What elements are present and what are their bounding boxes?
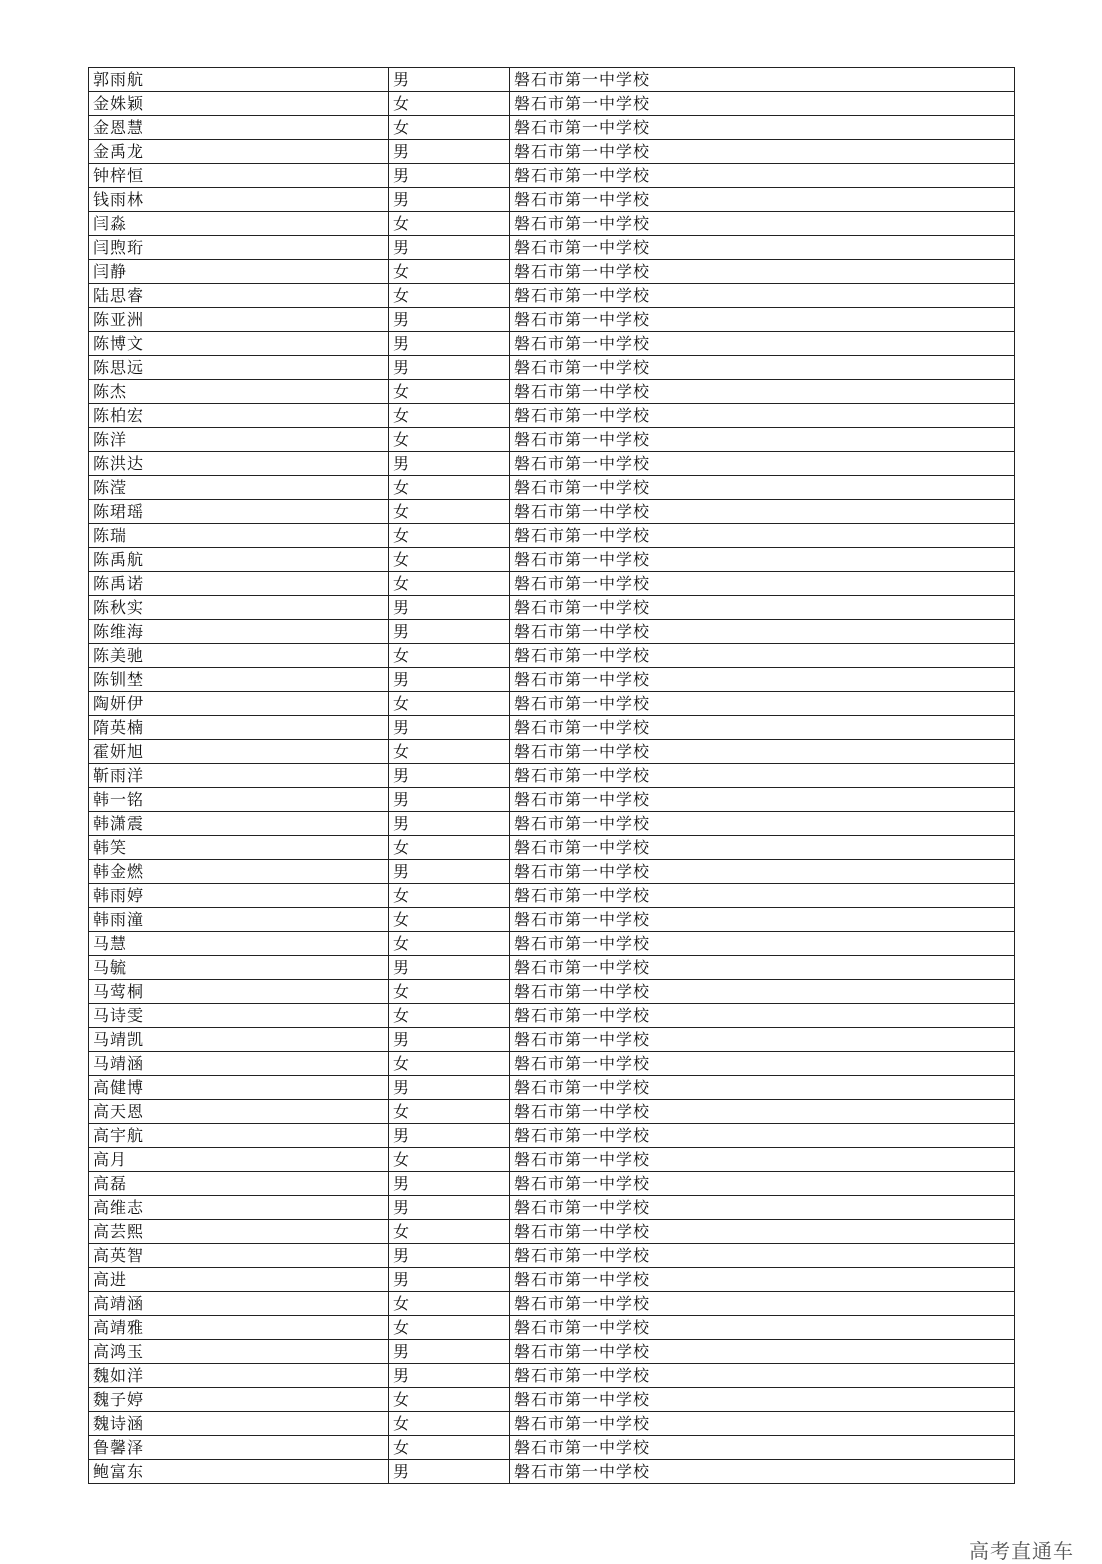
table-row xyxy=(89,116,1015,140)
school-cell: 磐石市第一中学校 xyxy=(510,1460,1015,1484)
gender-cell: 男 xyxy=(389,1028,510,1052)
school-cell: 磐石市第一中学校 xyxy=(510,500,1015,524)
student-name-cell: 陆思睿 xyxy=(89,284,389,308)
table-row xyxy=(89,500,1015,524)
watermark-text: 高考直通车 xyxy=(969,1539,1074,1563)
table-row xyxy=(89,836,1015,860)
student-name-cell: 韩金燃 xyxy=(89,860,389,884)
gender-cell: 女 xyxy=(389,1292,510,1316)
student-name-cell: 高英智 xyxy=(89,1244,389,1268)
table-row xyxy=(89,716,1015,740)
student-name-cell: 陈滢 xyxy=(89,476,389,500)
student-name-cell: 金恩慧 xyxy=(89,116,389,140)
gender-cell: 女 xyxy=(389,212,510,236)
table-row xyxy=(89,1268,1015,1292)
table-row xyxy=(89,788,1015,812)
student-name-cell: 马靖凯 xyxy=(89,1028,389,1052)
school-cell: 磐石市第一中学校 xyxy=(510,1076,1015,1100)
school-cell: 磐石市第一中学校 xyxy=(510,980,1015,1004)
table-row xyxy=(89,1172,1015,1196)
table-row xyxy=(89,284,1015,308)
gender-cell: 男 xyxy=(389,1124,510,1148)
student-name-cell: 鲁馨泽 xyxy=(89,1436,389,1460)
table-row xyxy=(89,188,1015,212)
school-cell: 磐石市第一中学校 xyxy=(510,836,1015,860)
gender-cell: 男 xyxy=(389,956,510,980)
gender-cell: 女 xyxy=(389,908,510,932)
table-row xyxy=(89,548,1015,572)
school-cell: 磐石市第一中学校 xyxy=(510,212,1015,236)
gender-cell: 男 xyxy=(389,716,510,740)
gender-cell: 男 xyxy=(389,1172,510,1196)
gender-cell: 男 xyxy=(389,308,510,332)
table-row xyxy=(89,812,1015,836)
student-name-cell: 魏子婷 xyxy=(89,1388,389,1412)
roster-table xyxy=(88,67,1015,1484)
student-name-cell: 高磊 xyxy=(89,1172,389,1196)
table-row xyxy=(89,380,1015,404)
student-name-cell: 高维志 xyxy=(89,1196,389,1220)
student-name-cell: 钟梓恒 xyxy=(89,164,389,188)
table-row xyxy=(89,452,1015,476)
student-name-cell: 韩一铭 xyxy=(89,788,389,812)
table-row xyxy=(89,308,1015,332)
student-name-cell: 霍妍旭 xyxy=(89,740,389,764)
table-row xyxy=(89,1340,1015,1364)
gender-cell: 女 xyxy=(389,476,510,500)
student-name-cell: 马毓 xyxy=(89,956,389,980)
school-cell: 磐石市第一中学校 xyxy=(510,476,1015,500)
table-row xyxy=(89,1388,1015,1412)
student-name-cell: 魏诗涵 xyxy=(89,1412,389,1436)
gender-cell: 女 xyxy=(389,572,510,596)
gender-cell: 女 xyxy=(389,1004,510,1028)
table-row xyxy=(89,404,1015,428)
gender-cell: 男 xyxy=(389,452,510,476)
table-row xyxy=(89,1244,1015,1268)
school-cell: 磐石市第一中学校 xyxy=(510,620,1015,644)
school-cell: 磐石市第一中学校 xyxy=(510,1148,1015,1172)
school-cell: 磐石市第一中学校 xyxy=(510,380,1015,404)
gender-cell: 女 xyxy=(389,380,510,404)
table-row xyxy=(89,1292,1015,1316)
student-name-cell: 金姝颖 xyxy=(89,92,389,116)
gender-cell: 女 xyxy=(389,404,510,428)
table-row xyxy=(89,1196,1015,1220)
gender-cell: 男 xyxy=(389,1460,510,1484)
table-row xyxy=(89,1076,1015,1100)
school-cell: 磐石市第一中学校 xyxy=(510,764,1015,788)
school-cell: 磐石市第一中学校 xyxy=(510,1316,1015,1340)
student-name-cell: 韩笑 xyxy=(89,836,389,860)
gender-cell: 女 xyxy=(389,1220,510,1244)
student-name-cell: 陈洋 xyxy=(89,428,389,452)
school-cell: 磐石市第一中学校 xyxy=(510,452,1015,476)
school-cell: 磐石市第一中学校 xyxy=(510,260,1015,284)
gender-cell: 男 xyxy=(389,812,510,836)
student-name-cell: 陈亚洲 xyxy=(89,308,389,332)
school-cell: 磐石市第一中学校 xyxy=(510,116,1015,140)
school-cell: 磐石市第一中学校 xyxy=(510,1052,1015,1076)
school-cell: 磐石市第一中学校 xyxy=(510,740,1015,764)
gender-cell: 女 xyxy=(389,260,510,284)
table-row xyxy=(89,1220,1015,1244)
school-cell: 磐石市第一中学校 xyxy=(510,884,1015,908)
gender-cell: 男 xyxy=(389,1196,510,1220)
student-name-cell: 魏如洋 xyxy=(89,1364,389,1388)
student-name-cell: 韩雨婷 xyxy=(89,884,389,908)
school-cell: 磐石市第一中学校 xyxy=(510,68,1015,92)
table-row xyxy=(89,956,1015,980)
school-cell: 磐石市第一中学校 xyxy=(510,140,1015,164)
table-row xyxy=(89,140,1015,164)
student-name-cell: 陈美驰 xyxy=(89,644,389,668)
table-row xyxy=(89,1100,1015,1124)
gender-cell: 女 xyxy=(389,980,510,1004)
school-cell: 磐石市第一中学校 xyxy=(510,812,1015,836)
table-row xyxy=(89,476,1015,500)
table-row xyxy=(89,884,1015,908)
student-name-cell: 金禹龙 xyxy=(89,140,389,164)
table-row xyxy=(89,164,1015,188)
gender-cell: 女 xyxy=(389,428,510,452)
table-row xyxy=(89,932,1015,956)
table-row xyxy=(89,596,1015,620)
student-name-cell: 陈禹诺 xyxy=(89,572,389,596)
school-cell: 磐石市第一中学校 xyxy=(510,1220,1015,1244)
school-cell: 磐石市第一中学校 xyxy=(510,668,1015,692)
table-row xyxy=(89,1004,1015,1028)
gender-cell: 男 xyxy=(389,1364,510,1388)
table-row xyxy=(89,1124,1015,1148)
school-cell: 磐石市第一中学校 xyxy=(510,1436,1015,1460)
roster-body xyxy=(89,68,1015,1484)
table-row xyxy=(89,572,1015,596)
school-cell: 磐石市第一中学校 xyxy=(510,1244,1015,1268)
school-cell: 磐石市第一中学校 xyxy=(510,1268,1015,1292)
table-row xyxy=(89,356,1015,380)
student-name-cell: 郭雨航 xyxy=(89,68,389,92)
school-cell: 磐石市第一中学校 xyxy=(510,308,1015,332)
school-cell: 磐石市第一中学校 xyxy=(510,1004,1015,1028)
gender-cell: 女 xyxy=(389,1388,510,1412)
student-name-cell: 陈秋实 xyxy=(89,596,389,620)
school-cell: 磐石市第一中学校 xyxy=(510,932,1015,956)
table-row xyxy=(89,68,1015,92)
student-name-cell: 陈思远 xyxy=(89,356,389,380)
table-row xyxy=(89,1316,1015,1340)
table-row xyxy=(89,1028,1015,1052)
student-name-cell: 高月 xyxy=(89,1148,389,1172)
table-row xyxy=(89,668,1015,692)
student-name-cell: 陈珺瑶 xyxy=(89,500,389,524)
gender-cell: 男 xyxy=(389,164,510,188)
student-name-cell: 马莺桐 xyxy=(89,980,389,1004)
gender-cell: 女 xyxy=(389,500,510,524)
table-row xyxy=(89,764,1015,788)
school-cell: 磐石市第一中学校 xyxy=(510,1292,1015,1316)
gender-cell: 男 xyxy=(389,1268,510,1292)
gender-cell: 男 xyxy=(389,596,510,620)
gender-cell: 女 xyxy=(389,1052,510,1076)
school-cell: 磐石市第一中学校 xyxy=(510,1028,1015,1052)
school-cell: 磐石市第一中学校 xyxy=(510,1124,1015,1148)
student-name-cell: 陈禹航 xyxy=(89,548,389,572)
gender-cell: 女 xyxy=(389,1412,510,1436)
school-cell: 磐石市第一中学校 xyxy=(510,92,1015,116)
student-name-cell: 高宇航 xyxy=(89,1124,389,1148)
student-name-cell: 马慧 xyxy=(89,932,389,956)
gender-cell: 男 xyxy=(389,140,510,164)
school-cell: 磐石市第一中学校 xyxy=(510,572,1015,596)
school-cell: 磐石市第一中学校 xyxy=(510,1340,1015,1364)
school-cell: 磐石市第一中学校 xyxy=(510,716,1015,740)
student-name-cell: 靳雨洋 xyxy=(89,764,389,788)
table-row xyxy=(89,260,1015,284)
gender-cell: 男 xyxy=(389,188,510,212)
student-name-cell: 陈瑞 xyxy=(89,524,389,548)
school-cell: 磐石市第一中学校 xyxy=(510,644,1015,668)
school-cell: 磐石市第一中学校 xyxy=(510,188,1015,212)
gender-cell: 女 xyxy=(389,524,510,548)
student-name-cell: 陈洪达 xyxy=(89,452,389,476)
gender-cell: 女 xyxy=(389,92,510,116)
gender-cell: 女 xyxy=(389,644,510,668)
gender-cell: 女 xyxy=(389,1316,510,1340)
gender-cell: 男 xyxy=(389,236,510,260)
table-row xyxy=(89,428,1015,452)
student-name-cell: 陈博文 xyxy=(89,332,389,356)
table-row xyxy=(89,1148,1015,1172)
table-row xyxy=(89,332,1015,356)
school-cell: 磐石市第一中学校 xyxy=(510,596,1015,620)
school-cell: 磐石市第一中学校 xyxy=(510,1364,1015,1388)
student-name-cell: 陈杰 xyxy=(89,380,389,404)
table-row xyxy=(89,740,1015,764)
student-name-cell: 闫淼 xyxy=(89,212,389,236)
table-row xyxy=(89,692,1015,716)
student-name-cell: 陶妍伊 xyxy=(89,692,389,716)
gender-cell: 女 xyxy=(389,1436,510,1460)
school-cell: 磐石市第一中学校 xyxy=(510,1100,1015,1124)
student-name-cell: 闫静 xyxy=(89,260,389,284)
school-cell: 磐石市第一中学校 xyxy=(510,332,1015,356)
gender-cell: 男 xyxy=(389,620,510,644)
school-cell: 磐石市第一中学校 xyxy=(510,956,1015,980)
student-name-cell: 高芸熙 xyxy=(89,1220,389,1244)
school-cell: 磐石市第一中学校 xyxy=(510,284,1015,308)
student-name-cell: 钱雨林 xyxy=(89,188,389,212)
school-cell: 磐石市第一中学校 xyxy=(510,236,1015,260)
student-name-cell: 高进 xyxy=(89,1268,389,1292)
student-name-cell: 隋英楠 xyxy=(89,716,389,740)
table-row xyxy=(89,524,1015,548)
school-cell: 磐石市第一中学校 xyxy=(510,692,1015,716)
school-cell: 磐石市第一中学校 xyxy=(510,524,1015,548)
table-row xyxy=(89,236,1015,260)
table-row xyxy=(89,620,1015,644)
student-name-cell: 高健博 xyxy=(89,1076,389,1100)
gender-cell: 女 xyxy=(389,932,510,956)
student-name-cell: 高天恩 xyxy=(89,1100,389,1124)
gender-cell: 男 xyxy=(389,332,510,356)
gender-cell: 女 xyxy=(389,1148,510,1172)
school-cell: 磐石市第一中学校 xyxy=(510,1412,1015,1436)
student-name-cell: 马靖涵 xyxy=(89,1052,389,1076)
gender-cell: 女 xyxy=(389,884,510,908)
school-cell: 磐石市第一中学校 xyxy=(510,428,1015,452)
table-row xyxy=(89,644,1015,668)
student-name-cell: 高鸿玉 xyxy=(89,1340,389,1364)
student-name-cell: 陈维海 xyxy=(89,620,389,644)
table-row xyxy=(89,1364,1015,1388)
table-row xyxy=(89,212,1015,236)
student-name-cell: 韩雨潼 xyxy=(89,908,389,932)
school-cell: 磐石市第一中学校 xyxy=(510,1196,1015,1220)
student-name-cell: 高靖涵 xyxy=(89,1292,389,1316)
school-cell: 磐石市第一中学校 xyxy=(510,1388,1015,1412)
table-row xyxy=(89,1052,1015,1076)
table-row xyxy=(89,1460,1015,1484)
student-name-cell: 高靖雅 xyxy=(89,1316,389,1340)
gender-cell: 男 xyxy=(389,356,510,380)
gender-cell: 男 xyxy=(389,1340,510,1364)
student-name-cell: 陈钏埜 xyxy=(89,668,389,692)
gender-cell: 女 xyxy=(389,740,510,764)
school-cell: 磐石市第一中学校 xyxy=(510,1172,1015,1196)
table-row xyxy=(89,1436,1015,1460)
table-row xyxy=(89,980,1015,1004)
table-row xyxy=(89,908,1015,932)
table-row xyxy=(89,92,1015,116)
gender-cell: 男 xyxy=(389,860,510,884)
school-cell: 磐石市第一中学校 xyxy=(510,164,1015,188)
table-row xyxy=(89,860,1015,884)
gender-cell: 女 xyxy=(389,1100,510,1124)
gender-cell: 男 xyxy=(389,764,510,788)
school-cell: 磐石市第一中学校 xyxy=(510,788,1015,812)
gender-cell: 女 xyxy=(389,284,510,308)
school-cell: 磐石市第一中学校 xyxy=(510,860,1015,884)
table-row xyxy=(89,1412,1015,1436)
student-name-cell: 闫煦珩 xyxy=(89,236,389,260)
gender-cell: 男 xyxy=(389,788,510,812)
gender-cell: 男 xyxy=(389,68,510,92)
school-cell: 磐石市第一中学校 xyxy=(510,908,1015,932)
gender-cell: 男 xyxy=(389,1076,510,1100)
school-cell: 磐石市第一中学校 xyxy=(510,404,1015,428)
school-cell: 磐石市第一中学校 xyxy=(510,356,1015,380)
gender-cell: 男 xyxy=(389,1244,510,1268)
gender-cell: 女 xyxy=(389,548,510,572)
gender-cell: 女 xyxy=(389,836,510,860)
gender-cell: 男 xyxy=(389,668,510,692)
gender-cell: 女 xyxy=(389,692,510,716)
student-name-cell: 韩潇震 xyxy=(89,812,389,836)
gender-cell: 女 xyxy=(389,116,510,140)
student-name-cell: 鲍富东 xyxy=(89,1460,389,1484)
student-name-cell: 马诗雯 xyxy=(89,1004,389,1028)
school-cell: 磐石市第一中学校 xyxy=(510,548,1015,572)
student-name-cell: 陈柏宏 xyxy=(89,404,389,428)
